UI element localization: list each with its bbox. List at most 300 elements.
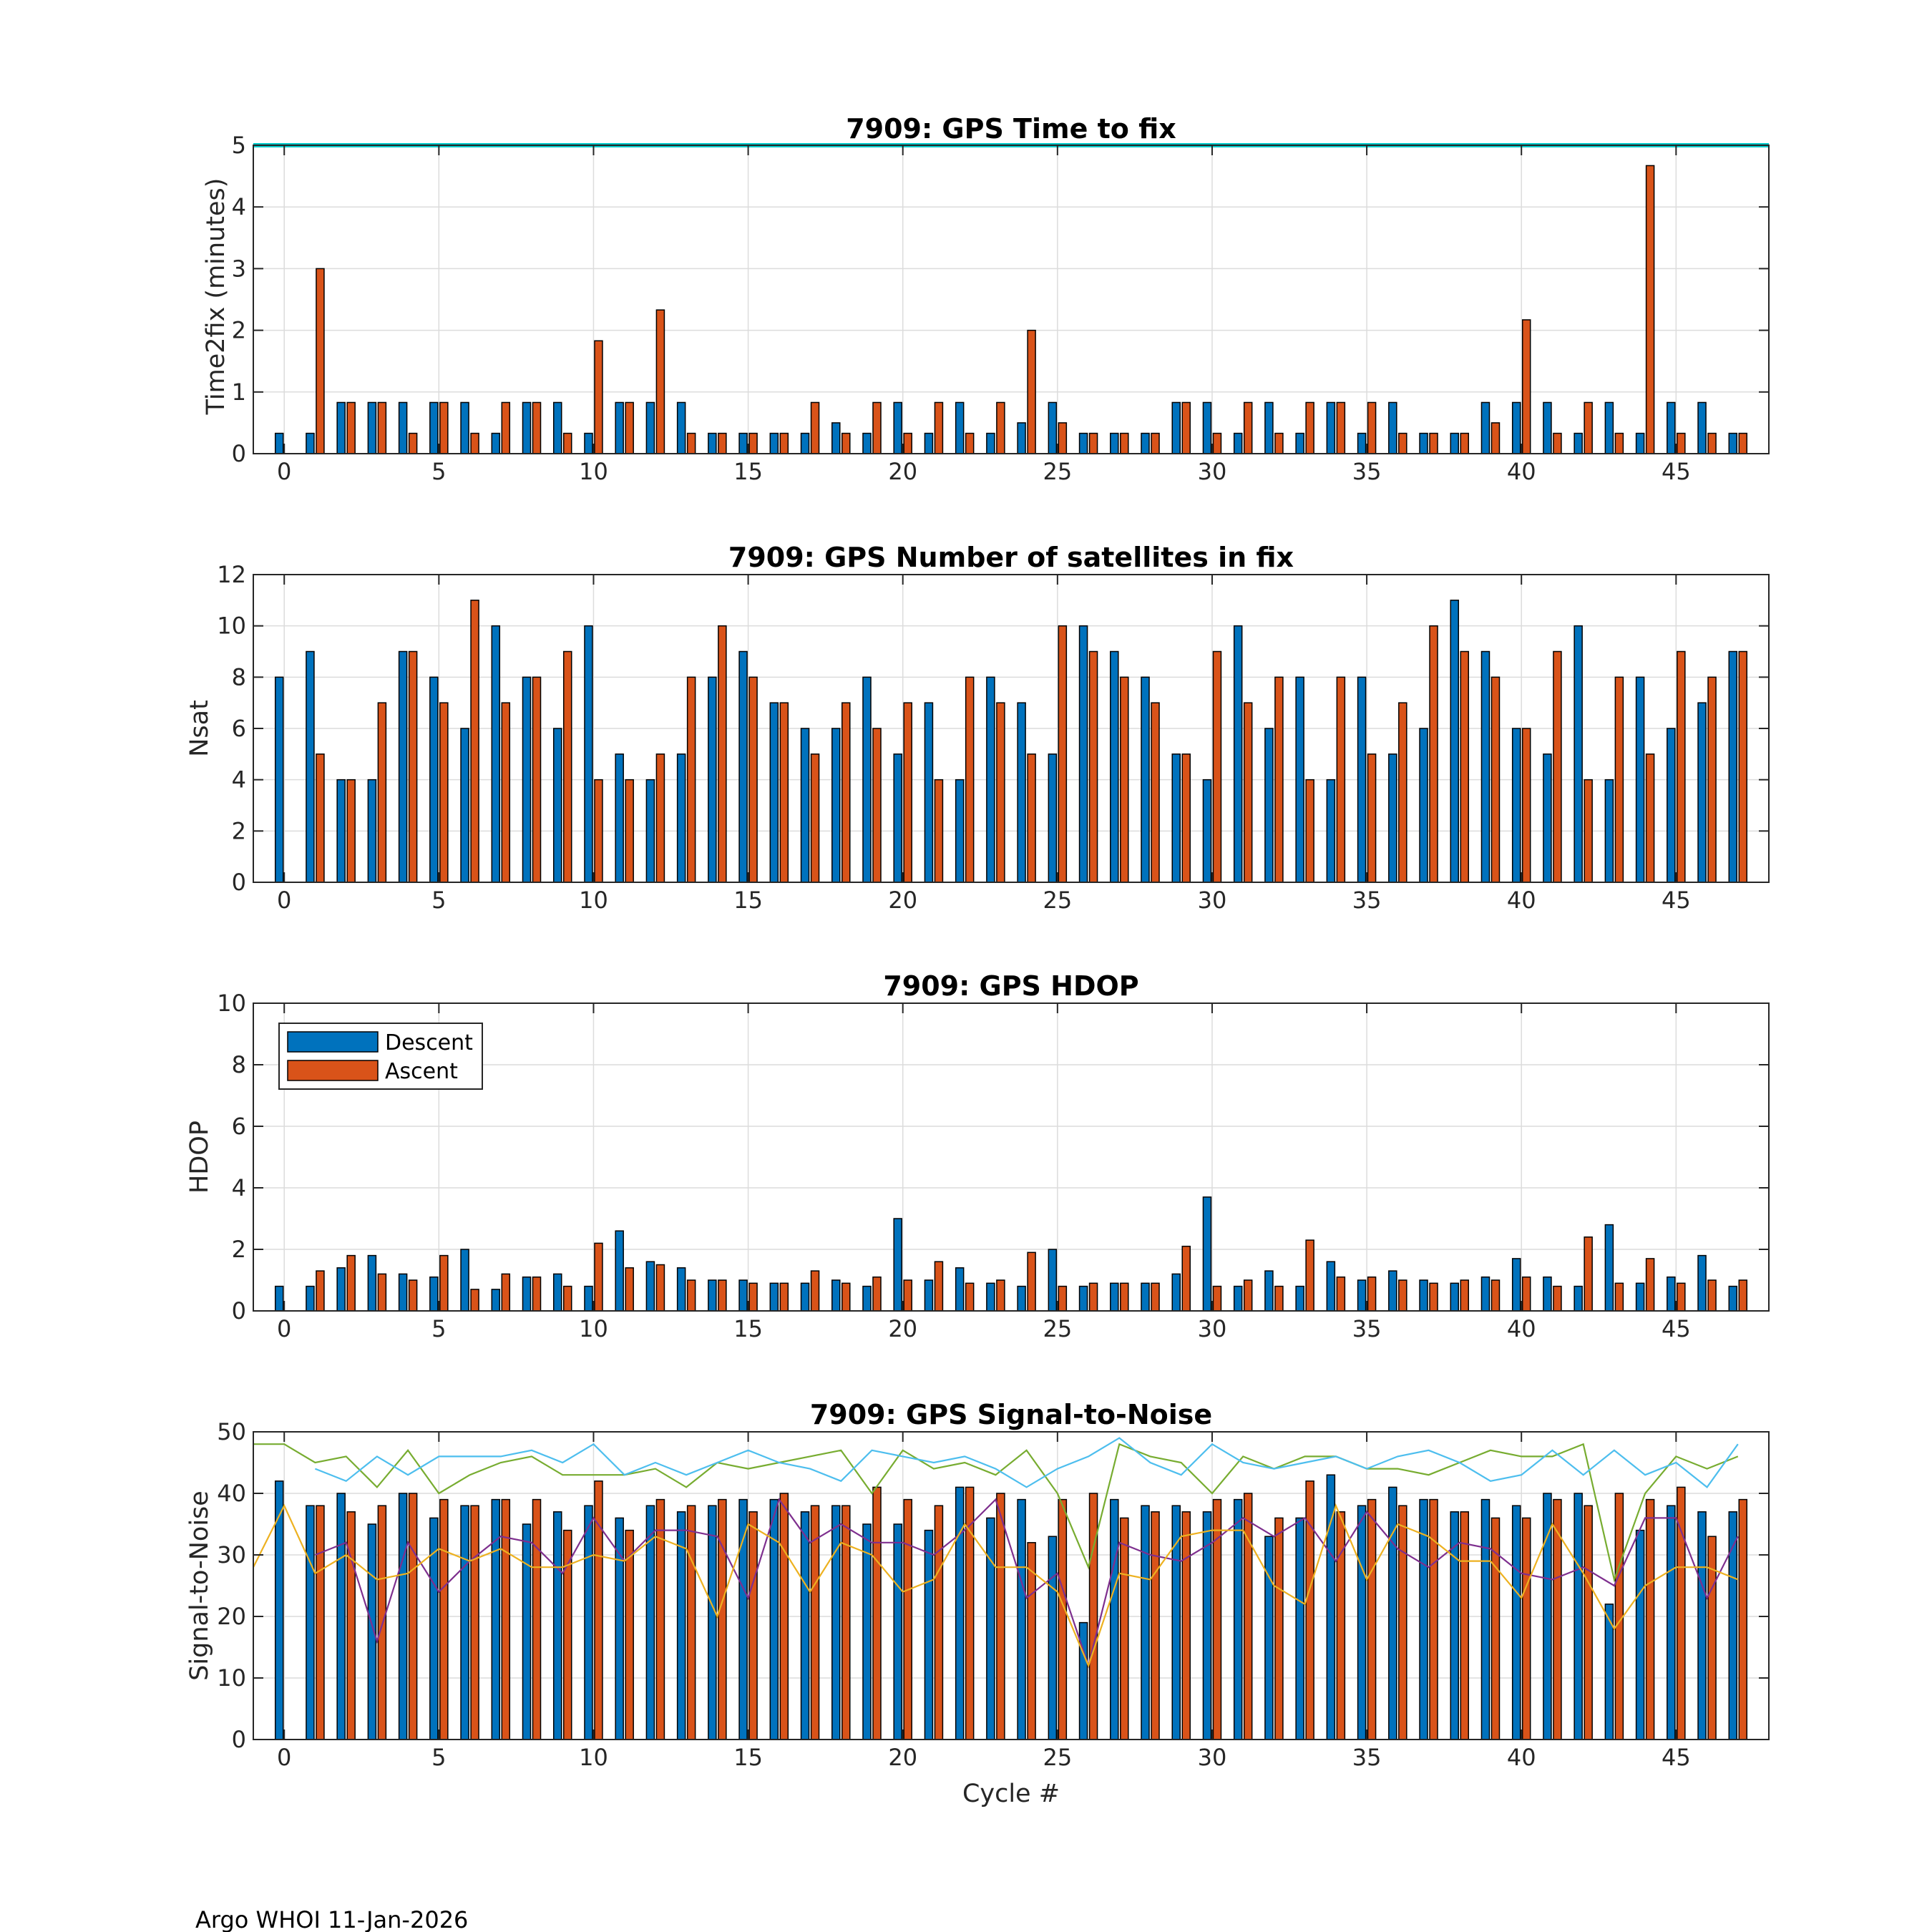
- descent-bar: [1543, 754, 1551, 882]
- descent-bar: [987, 434, 995, 454]
- descent-bar: [585, 1287, 592, 1311]
- ascent-bar: [997, 1280, 1005, 1311]
- ascent-bar: [904, 1500, 912, 1740]
- ascent-bar: [1430, 626, 1438, 882]
- ascent-bar: [1491, 1280, 1499, 1311]
- ascent-bar: [1460, 434, 1468, 454]
- descent-bar: [275, 677, 283, 882]
- ascent-bar: [564, 434, 572, 454]
- descent-bar: [987, 1283, 995, 1311]
- x-tick-label: 0: [277, 1315, 292, 1342]
- y-tick-label: 10: [217, 612, 246, 640]
- descent-bar: [1574, 1287, 1582, 1311]
- descent-bar: [863, 1287, 871, 1311]
- ascent-bar: [564, 1287, 572, 1311]
- x-tick-label: 30: [1197, 887, 1227, 914]
- ascent-bar: [1182, 1246, 1190, 1311]
- descent-bar: [368, 780, 376, 882]
- descent-bar: [1358, 1280, 1366, 1311]
- descent-bar: [430, 1277, 438, 1311]
- descent-bar: [615, 1231, 623, 1311]
- chart-title: 7909: GPS Signal-to-Noise: [809, 1399, 1213, 1430]
- legend: [279, 1023, 482, 1089]
- y-tick-label: 2: [231, 316, 246, 344]
- descent-bar: [337, 1268, 345, 1311]
- descent-bar: [801, 434, 809, 454]
- ascent-bar: [904, 703, 912, 882]
- ascent-bar: [533, 677, 541, 882]
- x-tick-label: 0: [277, 458, 292, 485]
- y-tick-label: 2: [231, 1236, 246, 1263]
- descent-bar: [1111, 434, 1118, 454]
- legend-swatch-ascent: [288, 1060, 378, 1080]
- descent-bar: [1048, 1249, 1056, 1311]
- ascent-bar: [1182, 402, 1190, 454]
- ascent-bar: [1399, 1280, 1407, 1311]
- descent-bar: [1080, 1287, 1088, 1311]
- descent-bar: [492, 626, 499, 882]
- descent-bar: [956, 1268, 964, 1311]
- descent-bar: [1481, 1500, 1489, 1740]
- ascent-bar: [1090, 434, 1098, 454]
- ascent-bar: [1090, 1283, 1098, 1311]
- descent-bar: [615, 402, 623, 454]
- ascent-bar: [718, 1280, 726, 1311]
- descent-bar: [832, 1280, 840, 1311]
- y-tick-label: 3: [231, 255, 246, 283]
- ascent-bar: [1523, 320, 1531, 454]
- ascent-bar: [1491, 677, 1499, 882]
- x-tick-label: 20: [888, 1315, 918, 1342]
- ascent-bar: [935, 1262, 942, 1311]
- descent-bar: [1080, 434, 1088, 454]
- ascent-bar: [1615, 434, 1623, 454]
- ascent-bar: [1275, 1287, 1283, 1311]
- descent-bar: [1605, 1225, 1613, 1311]
- descent-bar: [1420, 434, 1428, 454]
- x-tick-label: 5: [431, 887, 447, 914]
- x-tick-label: 35: [1352, 1744, 1382, 1771]
- legend-label-descent: Descent: [385, 1030, 473, 1055]
- ascent-bar: [1275, 434, 1283, 454]
- descent-bar: [306, 652, 314, 883]
- descent-bar: [1172, 754, 1180, 882]
- ascent-bar: [1090, 1493, 1098, 1740]
- ascent-bar: [1306, 1240, 1314, 1311]
- ascent-bar: [656, 754, 664, 882]
- ascent-bar: [873, 402, 881, 454]
- descent-bar: [987, 677, 995, 882]
- descent-bar: [987, 1518, 995, 1740]
- descent-bar: [399, 402, 407, 454]
- descent-bar: [1574, 434, 1582, 454]
- x-tick-label: 5: [431, 1315, 447, 1342]
- ascent-bar: [347, 1256, 355, 1311]
- descent-bar: [1018, 703, 1025, 882]
- y-axis-label: Time2fix (minutes): [202, 177, 230, 415]
- descent-bar: [1667, 1277, 1675, 1311]
- ascent-bar: [347, 780, 355, 882]
- descent-bar: [461, 1249, 469, 1311]
- descent-bar: [1389, 754, 1397, 882]
- descent-bar: [708, 1506, 716, 1740]
- descent-bar: [1636, 1531, 1644, 1740]
- descent-bar: [1481, 1277, 1489, 1311]
- ascent-bar: [1430, 1500, 1438, 1740]
- descent-bar: [1203, 402, 1211, 454]
- descent-bar: [492, 434, 499, 454]
- ascent-bar: [625, 1268, 633, 1311]
- descent-bar: [1265, 1536, 1273, 1740]
- ascent-bar: [1368, 1500, 1376, 1740]
- descent-bar: [770, 703, 778, 882]
- ascent-bar: [1151, 434, 1159, 454]
- ascent-bar: [1368, 754, 1376, 882]
- descent-bar: [1420, 1280, 1428, 1311]
- ascent-bar: [1460, 652, 1468, 883]
- ascent-bar: [1523, 1277, 1531, 1311]
- y-tick-label: 0: [231, 1726, 246, 1753]
- ascent-bar: [718, 1500, 726, 1740]
- y-tick-label: 12: [217, 561, 246, 588]
- descent-bar: [337, 1493, 345, 1740]
- ascent-bar: [1646, 754, 1654, 882]
- descent-bar: [1111, 652, 1118, 883]
- x-tick-label: 30: [1197, 458, 1227, 485]
- descent-bar: [1296, 1287, 1304, 1311]
- ascent-bar: [347, 1512, 355, 1740]
- ascent-bar: [1306, 780, 1314, 882]
- ascent-bar: [656, 310, 664, 454]
- descent-bar: [739, 1500, 747, 1740]
- x-tick-label: 10: [579, 1315, 608, 1342]
- x-tick-label: 35: [1352, 1315, 1382, 1342]
- y-axis-label: Signal-to-Noise: [185, 1491, 214, 1681]
- descent-bar: [1636, 1283, 1644, 1311]
- y-tick-label: 10: [217, 1664, 246, 1692]
- chart-title: 7909: GPS Time to fix: [846, 113, 1176, 145]
- descent-bar: [1513, 402, 1521, 454]
- descent-bar: [1358, 677, 1366, 882]
- ascent-bar: [378, 703, 386, 882]
- x-tick-label: 35: [1352, 887, 1382, 914]
- descent-bar: [1327, 780, 1335, 882]
- ascent-bar: [780, 1283, 788, 1311]
- descent-bar: [924, 1280, 932, 1311]
- descent-bar: [1636, 434, 1644, 454]
- descent-bar: [399, 1493, 407, 1740]
- ascent-bar: [780, 1493, 788, 1740]
- descent-bar: [924, 434, 932, 454]
- ascent-bar: [440, 703, 448, 882]
- ascent-bar: [1708, 677, 1716, 882]
- descent-bar: [770, 1283, 778, 1311]
- descent-bar: [1018, 1500, 1025, 1740]
- descent-bar: [1450, 1283, 1458, 1311]
- descent-bar: [585, 626, 592, 882]
- descent-bar: [801, 1283, 809, 1311]
- ascent-bar: [1244, 703, 1252, 882]
- x-tick-label: 30: [1197, 1744, 1227, 1771]
- ascent-bar: [1213, 1287, 1221, 1311]
- ascent-bar: [1584, 780, 1592, 882]
- ascent-bar: [935, 780, 942, 882]
- ascent-bar: [471, 1506, 479, 1740]
- descent-bar: [708, 1280, 716, 1311]
- descent-bar: [1729, 1287, 1737, 1311]
- ascent-bar: [1399, 1506, 1407, 1740]
- y-tick-label: 6: [231, 715, 246, 742]
- descent-bar: [924, 1531, 932, 1740]
- descent-bar: [678, 1268, 686, 1311]
- ascent-bar: [1553, 652, 1561, 883]
- ascent-bar: [1182, 1512, 1190, 1740]
- ascent-bar: [378, 1274, 386, 1311]
- descent-bar: [275, 1287, 283, 1311]
- ascent-bar: [1121, 677, 1128, 882]
- ascent-bar: [688, 434, 696, 454]
- descent-bar: [1605, 402, 1613, 454]
- descent-bar: [1358, 434, 1366, 454]
- descent-bar: [1389, 1271, 1397, 1311]
- y-tick-label: 4: [231, 1174, 246, 1201]
- descent-bar: [646, 1262, 654, 1311]
- ascent-bar: [625, 780, 633, 882]
- x-tick-label: 25: [1043, 1315, 1073, 1342]
- descent-bar: [585, 1506, 592, 1740]
- ascent-bar: [749, 1512, 757, 1740]
- descent-bar: [1141, 677, 1149, 882]
- descent-bar: [1048, 402, 1056, 454]
- descent-bar: [894, 1524, 902, 1740]
- ascent-bar: [1523, 728, 1531, 882]
- x-tick-label: 20: [888, 458, 918, 485]
- ascent-bar: [873, 1487, 881, 1740]
- ascent-bar: [533, 1500, 541, 1740]
- descent-bar: [678, 754, 686, 882]
- ascent-bar: [533, 1277, 541, 1311]
- ascent-bar: [1090, 652, 1098, 883]
- descent-bar: [554, 1512, 562, 1740]
- descent-bar: [1048, 754, 1056, 882]
- ascent-bar: [1121, 1283, 1128, 1311]
- descent-bar: [1111, 1283, 1118, 1311]
- descent-bar: [801, 728, 809, 882]
- descent-bar: [1636, 677, 1644, 882]
- descent-bar: [1018, 1287, 1025, 1311]
- x-tick-label: 10: [579, 458, 608, 485]
- ascent-bar: [997, 703, 1005, 882]
- descent-bar: [1667, 402, 1675, 454]
- descent-bar: [523, 402, 531, 454]
- descent-bar: [1018, 423, 1025, 454]
- chart-title: 7909: GPS HDOP: [883, 970, 1139, 1002]
- ascent-bar: [842, 703, 850, 882]
- descent-bar: [1420, 728, 1428, 882]
- ascent-bar: [440, 1256, 448, 1311]
- ascent-bar: [1151, 1283, 1159, 1311]
- ascent-bar: [1275, 677, 1283, 882]
- ascent-bar: [409, 434, 417, 454]
- ascent-bar: [997, 1493, 1005, 1740]
- descent-bar: [1698, 703, 1706, 882]
- ascent-bar: [595, 341, 602, 454]
- ascent-bar: [378, 402, 386, 454]
- ascent-bar: [316, 1271, 324, 1311]
- ascent-bar: [1460, 1280, 1468, 1311]
- ascent-bar: [1151, 703, 1159, 882]
- ascent-bar: [1646, 1500, 1654, 1740]
- ascent-bar: [316, 268, 324, 454]
- ascent-bar: [1213, 434, 1221, 454]
- x-tick-label: 10: [579, 887, 608, 914]
- ascent-bar: [842, 434, 850, 454]
- ascent-bar: [471, 434, 479, 454]
- descent-bar: [1698, 1256, 1706, 1311]
- descent-bar: [306, 1287, 314, 1311]
- descent-bar: [1729, 434, 1737, 454]
- y-tick-label: 40: [217, 1480, 246, 1507]
- descent-bar: [1481, 402, 1489, 454]
- y-tick-label: 5: [231, 132, 246, 159]
- descent-bar: [1234, 1500, 1242, 1740]
- ascent-bar: [564, 652, 572, 883]
- ascent-bar: [1151, 1512, 1159, 1740]
- descent-bar: [739, 1280, 747, 1311]
- ascent-bar: [1646, 1259, 1654, 1311]
- ascent-bar: [564, 1531, 572, 1740]
- x-tick-label: 5: [431, 458, 447, 485]
- ascent-bar: [842, 1506, 850, 1740]
- ascent-bar: [316, 754, 324, 882]
- descent-bar: [1141, 1506, 1149, 1740]
- descent-bar: [1358, 1506, 1366, 1740]
- ascent-bar: [966, 1283, 974, 1311]
- descent-bar: [1698, 1512, 1706, 1740]
- legend-swatch-descent: [288, 1032, 378, 1052]
- descent-bar: [832, 1506, 840, 1740]
- descent-bar: [615, 754, 623, 882]
- descent-bar: [275, 434, 283, 454]
- ascent-bar: [1677, 1283, 1685, 1311]
- descent-bar: [430, 677, 438, 882]
- x-tick-label: 15: [733, 1744, 763, 1771]
- ascent-bar: [873, 1277, 881, 1311]
- ascent-bar: [1399, 703, 1407, 882]
- ascent-bar: [502, 1500, 509, 1740]
- descent-bar: [306, 1506, 314, 1740]
- ascent-bar: [873, 728, 881, 882]
- x-tick-label: 15: [733, 887, 763, 914]
- descent-bar: [1729, 652, 1737, 883]
- descent-bar: [554, 402, 562, 454]
- x-tick-label: 20: [888, 887, 918, 914]
- ascent-bar: [1337, 1512, 1345, 1740]
- ascent-bar: [502, 1274, 509, 1311]
- ascent-bar: [595, 780, 602, 882]
- ascent-bar: [811, 402, 819, 454]
- ascent-bar: [502, 703, 509, 882]
- ascent-bar: [440, 1500, 448, 1740]
- ascent-bar: [1677, 434, 1685, 454]
- ascent-bar: [533, 402, 541, 454]
- x-tick-label: 25: [1043, 887, 1073, 914]
- ascent-bar: [1553, 434, 1561, 454]
- y-tick-label: 0: [231, 1297, 246, 1324]
- ascent-bar: [1523, 1518, 1531, 1740]
- descent-bar: [492, 1289, 499, 1311]
- descent-bar: [523, 677, 531, 882]
- descent-bar: [461, 1506, 469, 1740]
- descent-bar: [894, 402, 902, 454]
- y-tick-label: 8: [231, 1051, 246, 1078]
- descent-bar: [1296, 677, 1304, 882]
- ascent-bar: [1244, 402, 1252, 454]
- descent-bar: [337, 780, 345, 882]
- ascent-bar: [1337, 402, 1345, 454]
- x-tick-label: 35: [1352, 458, 1382, 485]
- legend-label-ascent: Ascent: [385, 1059, 458, 1084]
- ascent-bar: [811, 754, 819, 882]
- ascent-bar: [1058, 626, 1066, 882]
- descent-bar: [1667, 728, 1675, 882]
- y-tick-label: 10: [217, 990, 246, 1017]
- descent-bar: [430, 402, 438, 454]
- ascent-bar: [1028, 331, 1035, 454]
- ascent-bar: [1244, 1280, 1252, 1311]
- descent-bar: [1172, 402, 1180, 454]
- descent-bar: [832, 728, 840, 882]
- x-tick-label: 25: [1043, 1744, 1073, 1771]
- ascent-bar: [625, 1531, 633, 1740]
- descent-bar: [1450, 600, 1458, 882]
- descent-bar: [739, 434, 747, 454]
- y-axis-label: HDOP: [185, 1121, 214, 1194]
- ascent-bar: [471, 1289, 479, 1311]
- descent-bar: [1513, 1506, 1521, 1740]
- ascent-bar: [935, 402, 942, 454]
- ascent-bar: [1739, 1280, 1747, 1311]
- ascent-bar: [1584, 1506, 1592, 1740]
- x-tick-label: 20: [888, 1744, 918, 1771]
- ascent-bar: [780, 434, 788, 454]
- ascent-bar: [1058, 1500, 1066, 1740]
- ascent-bar: [1182, 754, 1190, 882]
- y-tick-label: 30: [217, 1541, 246, 1568]
- descent-bar: [1543, 402, 1551, 454]
- y-tick-label: 4: [231, 766, 246, 794]
- descent-bar: [1327, 402, 1335, 454]
- ascent-bar: [935, 1506, 942, 1740]
- descent-bar: [1543, 1277, 1551, 1311]
- ascent-bar: [904, 434, 912, 454]
- x-tick-label: 45: [1661, 887, 1691, 914]
- x-tick-label: 40: [1506, 887, 1536, 914]
- ascent-bar: [1491, 423, 1499, 454]
- ascent-bar: [811, 1271, 819, 1311]
- descent-bar: [1203, 780, 1211, 882]
- descent-bar: [585, 434, 592, 454]
- ascent-bar: [749, 434, 757, 454]
- ascent-bar: [502, 402, 509, 454]
- ascent-bar: [409, 652, 417, 883]
- x-tick-label: 45: [1661, 1744, 1691, 1771]
- descent-bar: [1698, 402, 1706, 454]
- x-tick-label: 15: [733, 1315, 763, 1342]
- ascent-bar: [1275, 1518, 1283, 1740]
- ascent-bar: [1584, 402, 1592, 454]
- y-tick-label: 6: [231, 1113, 246, 1140]
